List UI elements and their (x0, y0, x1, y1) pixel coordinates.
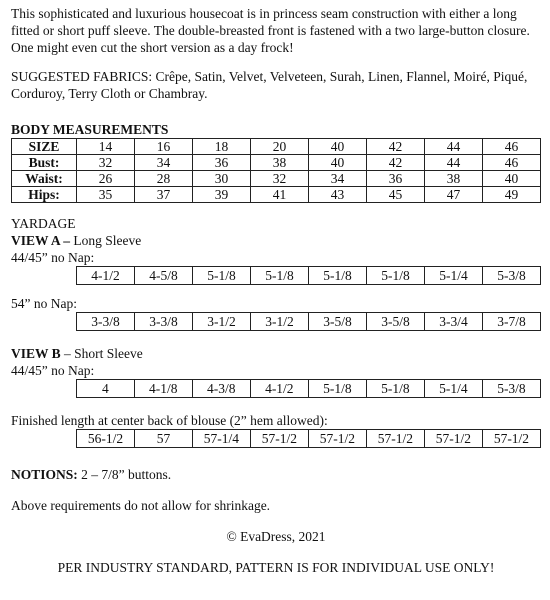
table-cell: 39 (193, 187, 251, 203)
body-measurements-heading: BODY MEASUREMENTS (11, 122, 169, 137)
table-cell: 5-1/4 (425, 267, 483, 285)
table-cell: 41 (251, 187, 309, 203)
table-cell: 5-3/8 (483, 267, 541, 285)
table-cell: 3-3/4 (425, 313, 483, 331)
table-cell: 4-1/2 (77, 267, 135, 285)
table-cell: 3-3/8 (135, 313, 193, 331)
view-b-label: VIEW B (11, 346, 61, 361)
table-cell: 45 (367, 187, 425, 203)
table-cell: 57 (135, 430, 193, 448)
table-cell: 28 (135, 171, 193, 187)
table-cell: 3-3/8 (77, 313, 135, 331)
table-cell: 5-1/8 (193, 267, 251, 285)
table-cell: 5-1/8 (366, 380, 424, 398)
table-cell: 5-1/4 (424, 380, 482, 398)
table-cell: 4-1/2 (250, 380, 308, 398)
table-cell: 47 (425, 187, 483, 203)
view-b-desc: – Short Sleeve (60, 346, 143, 361)
table-cell: 57-1/2 (308, 430, 366, 448)
view-a-desc: Long Sleeve (70, 233, 142, 248)
table-cell: 14 (77, 139, 135, 155)
table-cell: 40 (309, 155, 367, 171)
table-cell: 57-1/2 (424, 430, 482, 448)
view-b-title (11, 345, 541, 362)
table-cell: 5-3/8 (482, 380, 540, 398)
table-cell: 36 (193, 155, 251, 171)
view-a-label: VIEW A – (11, 233, 71, 248)
industry-notice: PER INDUSTRY STANDARD, PATTERN IS FOR INDIVIDUAL USE ONLY! (57, 560, 495, 575)
table-cell: 34 (309, 171, 367, 187)
shrinkage-note: Above requirements do not allow for shrinkage. (11, 498, 271, 513)
table-row (77, 430, 541, 448)
table-row-hips (12, 187, 541, 203)
view-b-44-table (76, 379, 541, 398)
finished-length-label: Finished length at center back of blouse (2” hem allowed): (11, 413, 328, 428)
table-row-waist (12, 171, 541, 187)
table-cell: 44 (425, 139, 483, 155)
table-cell: 18 (193, 139, 251, 155)
table-cell: 5-1/8 (308, 380, 366, 398)
table-row-bust (12, 155, 541, 171)
row-label: SIZE (12, 139, 77, 155)
body-measurements-table (11, 138, 541, 203)
table-cell: 49 (483, 187, 541, 203)
table-cell: 5-1/8 (367, 267, 425, 285)
yardage-heading: YARDAGE (11, 216, 76, 231)
table-cell: 36 (367, 171, 425, 187)
table-cell: 4 (77, 380, 135, 398)
table-cell: 40 (483, 171, 541, 187)
table-cell: 4-5/8 (135, 267, 193, 285)
table-cell: 46 (483, 155, 541, 171)
view-a-44-table (76, 266, 541, 285)
table-cell: 42 (367, 155, 425, 171)
view-a-54-label: 54” no Nap: (11, 296, 77, 311)
table-cell: 38 (251, 155, 309, 171)
table-cell: 38 (425, 171, 483, 187)
table-cell: 3-5/8 (309, 313, 367, 331)
pattern-info-page (11, 3, 541, 576)
table-cell: 3-1/2 (251, 313, 309, 331)
table-cell: 37 (135, 187, 193, 203)
table-cell: 26 (77, 171, 135, 187)
table-cell: 44 (425, 155, 483, 171)
table-cell: 57-1/2 (482, 430, 540, 448)
description-paragraph: This sophisticated and luxurious housecoat is in princess seam construction with either a long fitted or short puff sleeve. The double-breasted front is fastened with a two large-button closure. One might even cut the short version as a day frock! (11, 6, 530, 55)
table-row (77, 267, 541, 285)
table-row (77, 380, 541, 398)
finished-length-table (76, 429, 541, 448)
table-cell: 40 (309, 139, 367, 155)
table-cell: 16 (135, 139, 193, 155)
table-cell: 4-1/8 (134, 380, 192, 398)
row-label: Hips: (12, 187, 77, 203)
notions-label: NOTIONS: (11, 467, 78, 482)
table-cell: 57-1/2 (250, 430, 308, 448)
table-cell: 42 (367, 139, 425, 155)
notions-line (11, 466, 541, 483)
table-cell: 56-1/2 (77, 430, 135, 448)
table-cell: 43 (309, 187, 367, 203)
row-label: Waist: (12, 171, 77, 187)
table-cell: 5-1/8 (309, 267, 367, 285)
notions-text: 2 – 7/8” buttons. (77, 467, 172, 482)
table-cell: 3-5/8 (367, 313, 425, 331)
table-cell: 32 (251, 171, 309, 187)
suggested-fabrics: SUGGESTED FABRICS: Crêpe, Satin, Velvet, Velveteen, Surah, Linen, Flannel, Moiré, Piqué, Corduroy, Terry Cloth or Chambray. (11, 69, 528, 101)
table-row-size (12, 139, 541, 155)
table-cell: 5-1/8 (251, 267, 309, 285)
table-cell: 34 (135, 155, 193, 171)
view-a-title (11, 232, 541, 249)
table-cell: 57-1/4 (192, 430, 250, 448)
table-cell: 30 (193, 171, 251, 187)
view-a-54-table (76, 312, 541, 331)
table-cell: 46 (483, 139, 541, 155)
table-cell: 32 (77, 155, 135, 171)
table-cell: 35 (77, 187, 135, 203)
table-cell: 57-1/2 (366, 430, 424, 448)
view-a-44-label: 44/45” no Nap: (11, 250, 95, 265)
table-cell: 4-3/8 (192, 380, 250, 398)
row-label: Bust: (12, 155, 77, 171)
table-row (77, 313, 541, 331)
table-cell: 20 (251, 139, 309, 155)
table-cell: 3-1/2 (193, 313, 251, 331)
view-b-44-label: 44/45” no Nap: (11, 363, 95, 378)
copyright: © EvaDress, 2021 (226, 529, 326, 544)
table-cell: 3-7/8 (483, 313, 541, 331)
